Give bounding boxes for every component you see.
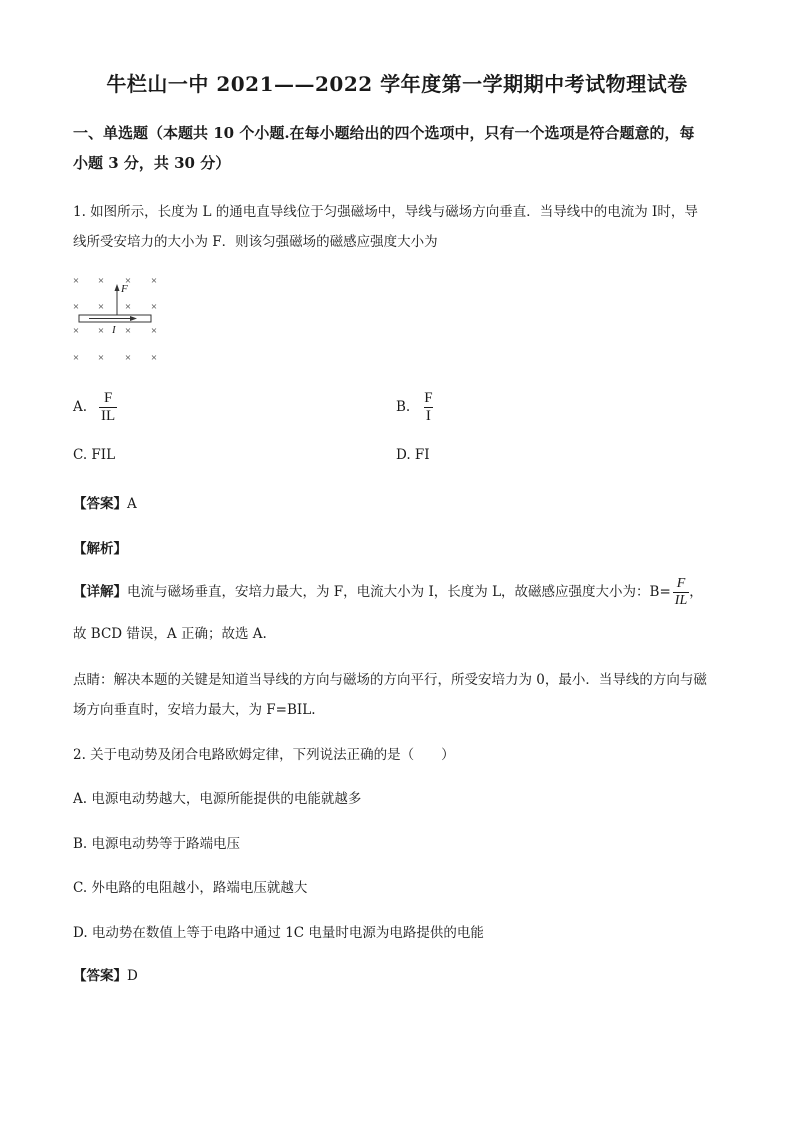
page-title: 牛栏山一中 2021——2022 学年度第一学期期中考试物理试卷 (106, 72, 688, 96)
field-symbol: × (124, 275, 132, 287)
detail-tail: ， (689, 584, 703, 600)
answer-label: 【答案】 (73, 968, 127, 984)
option-b-fraction (422, 390, 434, 425)
field-symbol: × (72, 301, 80, 313)
answer-label: 【答案】 (73, 496, 127, 512)
section-heading-line-2: 小题 3 分，共 30 分） (73, 154, 231, 172)
magnetic-field-figure (65, 270, 175, 366)
q1-detail-line-2: 故 BCD 错误，A 正确；故选 A. (73, 626, 267, 642)
force-arrow-head (115, 284, 120, 291)
field-symbol: × (124, 301, 132, 313)
detail-denominator: IL (674, 593, 688, 608)
field-symbol: × (150, 301, 158, 313)
detail-text: 电流与磁场垂直，安培力最大，为 F，电流大小为 I，长度为 L，故磁感应强度大小为：B= (127, 584, 671, 600)
q2-option-d: D. 电动势在数值上等于电路中通过 1C 电量时电源为电路提供的电能 (73, 925, 484, 941)
q1-analysis-label: 【解析】 (73, 541, 127, 557)
field-symbol: × (72, 352, 80, 364)
option-b-denominator: I (425, 408, 431, 424)
answer-value: D (127, 968, 138, 984)
field-symbol: × (97, 275, 105, 287)
q1-stem-line-2: 线所受安培力的大小为 F．则该匀强磁场的磁感应强度大小为 (73, 234, 438, 250)
field-symbol: × (150, 352, 158, 364)
q1-detail-line-1 (73, 576, 703, 609)
q1-option-c: C. FIL (73, 447, 116, 463)
detail-label: 【详解】 (73, 584, 127, 600)
section-heading-line-1: 一、单选题（本题共 10 个小题.在每小题给出的四个选项中，只有一个选项是符合题意的，每 (73, 124, 695, 142)
q2-option-a: A. 电源电动势越大，电源所能提供的电能就越多 (73, 791, 362, 807)
detail-numerator: F (676, 576, 686, 591)
q2-stem: 2. 关于电动势及闭合电路欧姆定律，下列说法正确的是（ ） (73, 747, 455, 763)
field-symbol: × (97, 352, 105, 364)
q2-answer (73, 964, 138, 984)
q1-option-d: D. FI (396, 447, 430, 463)
force-label: F (121, 283, 128, 295)
q1-tip-line-2: 场方向垂直时，安培力最大，为 F=BIL. (73, 702, 316, 718)
q2-option-b: B. 电源电动势等于路端电压 (73, 836, 241, 852)
field-symbol: × (72, 275, 80, 287)
field-symbol: × (124, 352, 132, 364)
field-symbol: × (97, 325, 105, 337)
q1-tip-line-1: 点睛：解决本题的关键是知道当导线的方向与磁场的方向平行，所受安培力为 0，最小．当导线的方向与磁 (73, 672, 707, 688)
field-symbol: × (150, 275, 158, 287)
q1-answer (73, 492, 137, 512)
q2-option-c: C. 外电路的电阻越小，路端电压就越大 (73, 880, 308, 896)
option-b-label: B. (396, 399, 411, 415)
field-symbol: × (150, 325, 158, 337)
option-a-numerator: F (103, 390, 113, 406)
detail-fraction (673, 576, 689, 609)
option-a-label: A. (73, 399, 88, 415)
q1-stem-line-1: 1. 如图所示，长度为 L 的通电直导线位于匀强磁场中，导线与磁场方向垂直．当导线中的电流为 I时，导 (73, 204, 698, 220)
option-b-numerator: F (424, 390, 433, 406)
field-symbol: × (124, 325, 132, 337)
field-symbol: × (97, 301, 105, 313)
current-label: I (112, 324, 116, 336)
answer-value: A (127, 496, 137, 512)
q1-option-a (73, 390, 117, 425)
q1-option-b (396, 390, 435, 425)
field-symbol: × (72, 325, 80, 337)
option-a-denominator: IL (101, 408, 116, 424)
option-a-fraction (99, 390, 117, 425)
